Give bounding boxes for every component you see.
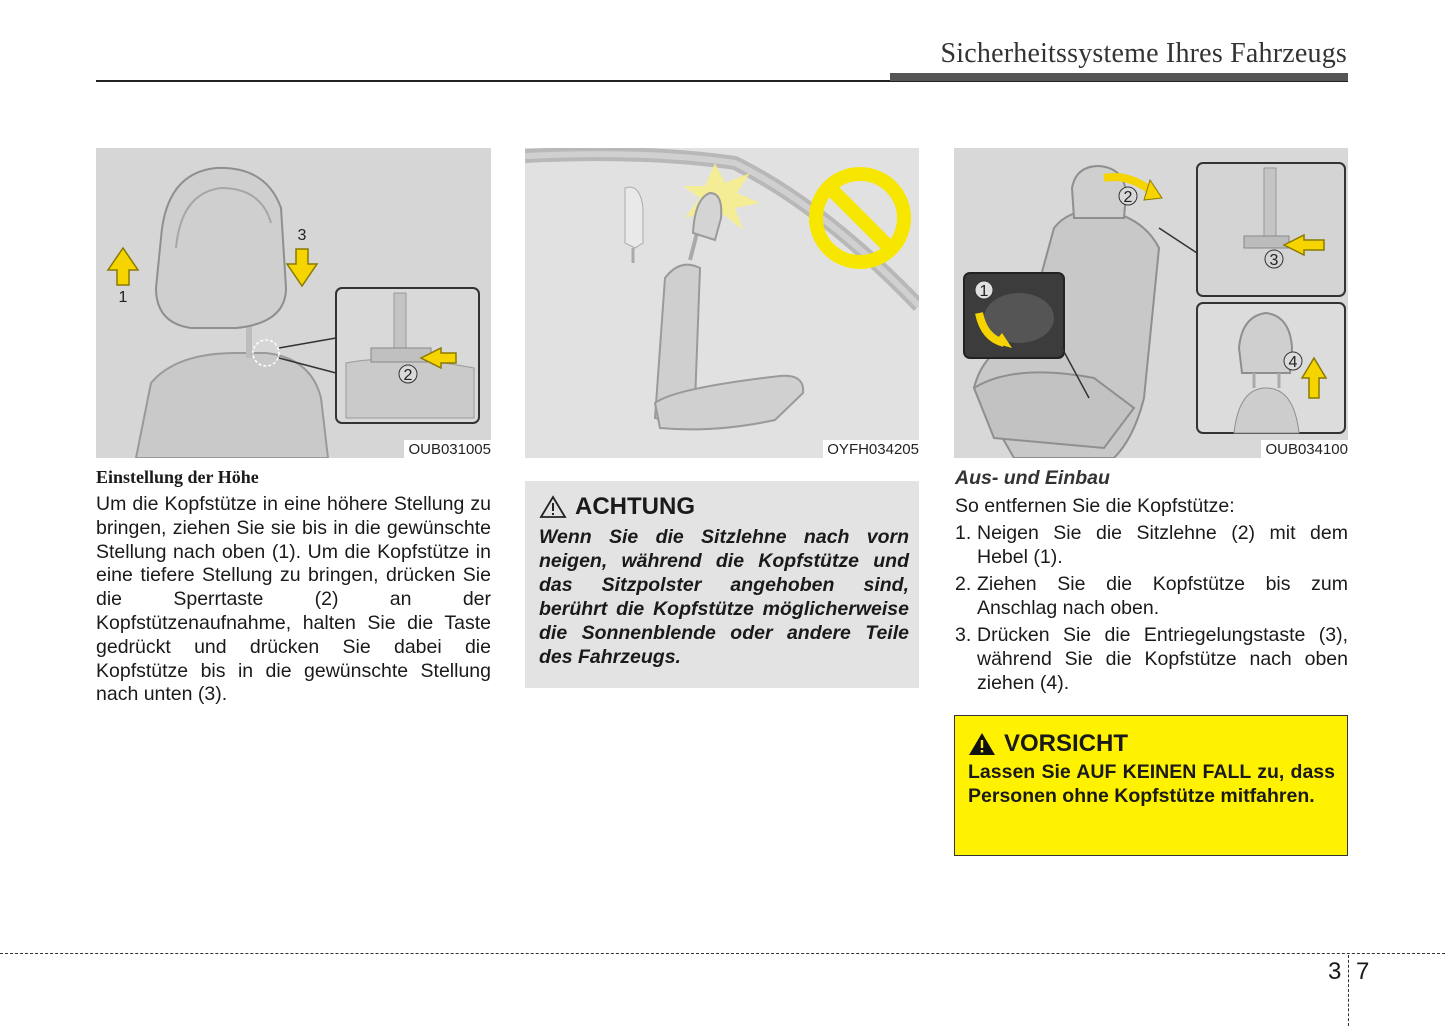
fig3-label-1: 1 [979,283,989,300]
figure-headrest-height [96,148,491,458]
step-number: 1. [955,522,972,544]
figure-code: OYFH034205 [823,440,919,458]
height-adjustment-text: Um die Kopfstütze in eine höhere Stellung zu bringen, ziehen Sie sie bis in die gewünschte Stellung nach oben (1). Um die Kopfstütze in eine tiefere Stellung zu bringen, drücken Sie die Sperrtaste (2) an der Kopfstützenaufnahme, halten Sie die Taste gedrückt und drücken Sie dabei die Kopfstütze bis in die gewünschte Stellung nach unten (3). [96,493,491,706]
footer-rule [0,953,1445,954]
figure-headrest-collision [525,148,919,458]
step-text: Neigen Sie die Sitzlehne (2) mit dem Hebel (1). [977,522,1348,568]
fig1-label-2: 2 [403,367,413,384]
list-item [955,623,1348,695]
headrest-height-illustration [96,148,491,458]
caution-heading [968,730,1335,758]
headrest-collision-illustration [525,148,919,458]
footer-separator [1348,955,1349,1026]
step-text: Ziehen Sie die Kopfstütze bis zum Anschlag nach oben. [977,573,1348,619]
caution-triangle-icon [968,732,996,756]
caution-text: Lassen Sie AUF KEINEN FALL zu, dass Personen ohne Kopfstütze mitfahren. [968,761,1335,807]
header-rule-accent [890,73,1348,81]
step-number: 3. [955,624,972,646]
removal-intro: So entfernen Sie die Kopfstütze: [955,495,1235,517]
fig1-label-3: 3 [297,227,307,244]
warning-text: Wenn Sie die Sitzlehne nach vorn neigen, während die Kopfstütze und das Sitzpolster angehoben sind, berührt die Kopfstütze möglicherweise die Sonnenblende oder andere Teile des Fahrzeugs. [539,526,909,668]
page-number: 7 [1356,958,1370,985]
caution-box [954,715,1348,856]
chapter-number: 3 [1328,958,1342,985]
section-subhead-height: Einstellung der Höhe [96,467,259,487]
step-text: Drücken Sie die Entriegelungstaste (3), während Sie die Kopfstütze nach oben ziehen (4). [977,624,1348,694]
figure-headrest-removal [954,148,1348,458]
section-subhead-removal: Aus- und Einbau [955,467,1110,489]
warning-triangle-icon [539,495,567,519]
removal-steps [955,521,1348,698]
figure-code: OUB031005 [404,440,491,458]
fig3-label-3: 3 [1269,252,1279,269]
step-number: 2. [955,573,972,595]
caution-title: VORSICHT [1004,730,1129,757]
headrest-removal-illustration [954,148,1348,458]
figure-code: OUB034100 [1261,440,1348,458]
list-item [955,521,1348,569]
fig3-label-2: 2 [1123,189,1133,206]
warning-box [525,481,919,688]
warning-heading [539,493,909,521]
fig1-label-1: 1 [118,289,128,306]
fig3-label-4: 4 [1288,354,1298,371]
page-header-title: Sicherheitssysteme Ihres Fahrzeugs [940,38,1347,69]
list-item [955,572,1348,620]
warning-title: ACHTUNG [575,493,695,520]
